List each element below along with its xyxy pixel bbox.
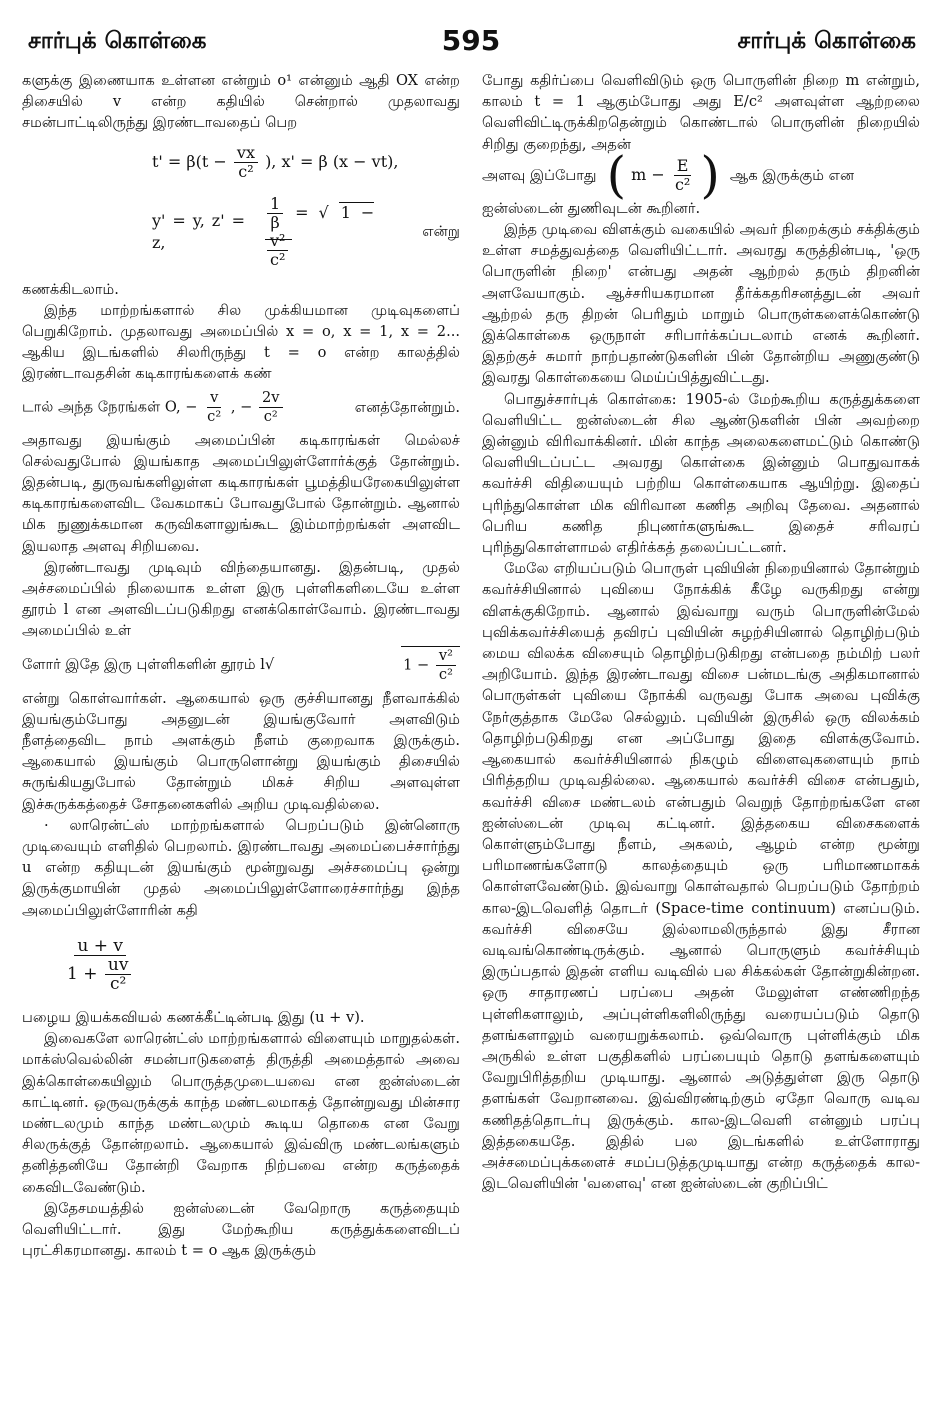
running-title-left: சார்புக் கொள்கை: [28, 28, 207, 54]
paragraph: என்று கொள்வார்கள். ஆகையால் ஒரு குச்சியானது நீளவாக்கில் இயங்கும்போது அதனுடன் இயங்குவோர் அளவிடும் நீளத்தைவிட நாம் அளக்கும் நீளம் குறைவாக இருக்கும். ஆகையால் இயங்கும் பொருளொன்று இயங்கும் திசையில் சுருங்கியதுபோல் தோன்றும் மிகச் சிறிய அளவுள்ள இச்சுருக்கத்தைச் சோதனைகளில் அறிய முடிவதில்லை.: [22, 689, 460, 813]
equation-lorentz-y-z-beta: y' = y, z' = z, $\frac{1}{\beta}$ = √ 1 − $\frac{\text{v²}}{\text{c²}}$ என்று: [152, 193, 460, 269]
fraction: $\frac{vx}{\text{c²}}$: [234, 144, 258, 181]
fraction: $\frac{E}{\text{c²}}$: [674, 155, 691, 194]
page-number: 595: [441, 24, 501, 57]
equation-lorentz-t-x: t' = β(t − $\frac{vx}{\text{c²}}$ ), x' = β (x − vt),: [152, 142, 399, 181]
left-column: [22, 70, 460, 1261]
fraction: $\frac{uv}{\text{c²}}$: [105, 956, 132, 993]
paragraph: இதேசமயத்தில் ஐன்ஸ்டைன் வேறொரு கருத்தையும் வெளியிட்டார். இது மேற்கூறிய கருத்துக்களைவிடப் புரட்சிகரமானது. காலம் t = o ஆக இருக்கும்: [22, 1199, 460, 1260]
paragraph: பழைய இயக்கவியல் கணக்கீட்டின்படி இது (u + v).: [22, 1008, 365, 1026]
paragraph: இரண்டாவது முடிவும் விந்தையானது. இதன்படி, முதல் அச்சமைப்பில் நிலையாக உள்ள இரு புள்ளிகளிடையே உள்ள தூரம் l என அளவிடப்படுகிறது எனக்கொள்வோம். இரண்டாவது அமைப்பில் உள்: [22, 558, 460, 640]
paragraph: · லாரென்ட்ஸ் மாற்றங்களால் பெறப்படும் இன்னொரு முடிவையும் எளிதில் பெறலாம். இரண்டாவது அமைப்பைச்சார்ந்து u என்ற கதியுடன் இயங்கும் மூன்றுவது அச்சமைப்பு ஒன்று இருக்குமாயின் முதல் அமைப்பிலுள்ளோரைச்சார்ந்து இந்த அமைப்பிலுள்ளோரின் கதி: [22, 816, 460, 919]
fraction: $\frac{2v}{\text{c²}}$: [259, 389, 283, 426]
paragraph: கணக்கிடலாம்.: [22, 280, 119, 298]
fraction: $\frac{v}{\text{c²}}$: [207, 388, 222, 425]
paragraph: இந்த மாற்றங்களால் சில முக்கியமான முடிவுகளைப் பெறுகிறோம். முதலாவது அமைப்பில் x = o, x = 1, x = 2... ஆகிய இடங்களில் சிலரிருந்து t = o என்ற காலத்தில் இரண்டாவதசின் கடிகாரங்களைக் கண்: [22, 301, 460, 383]
right-column: [482, 70, 920, 1261]
paragraph: களுக்கு இணையாக உள்ளன என்றும் o¹ என்னும் ஆதி OX என்ற திசையில் v என்ற கதியில் சென்றால் முதலாவது சமன்பாட்டிலிருந்து இரண்டாவதைப் பெற: [22, 72, 460, 132]
paragraph: பொதுச்சார்புக் கொள்கை: 1905-ல் மேற்கூறிய கருத்துக்களை வெளியிட்ட ஐன்ஸ்டைன் சில ஆண்டுகளின் பின் அவற்றை இன்னும் விரிவாக்கினர். மின் காந்த அலைகளைமட்டும் கொண்டு வெளியிடப்பட்ட அவரது கொள்கை இன்னும் பொதுவாகக் கவர்ச்சி விதியையும் பற்றிய கொள்கையாக ஆயிற்று. இதைப் புரிந்துகொள்ள மிக விரிவான கணித அறிவு தேவை. அதனால் பெரிய கணித நிபுணர்களுங்கூட இதைச் சரிவரப் புரிந்துகொள்ளாமல் எதிர்க்கத் தலைப்பட்டனர்.: [482, 390, 920, 557]
page-header: [22, 22, 920, 62]
fraction: $\frac{1}{\beta}$: [267, 195, 283, 232]
paragraph: இவைகளே லாரென்ட்ஸ் மாற்றங்களால் விளையும் மாறுதல்கள். மாக்ஸ்வெல்லின் சமன்பாடுகளைத் திருத்தி அமைத்தால் அவை இக்கொள்கையிலும் பொருத்தமுடையவை என ஐன்ஸ்டைன் காட்டினர். ஒருவருக்குக் காந்த மண்டலமாகத் தோன்றுவது மின்சார மண்டலமும் காந்த மண்டலமும் கூடிய தொகை என வேறு சிலருக்குத் தோன்றலாம். ஆகையால் இவ்விரு மண்டலங்களும் தனித்தனியே தோன்றி வேறாக நிற்பவை என்ற கருத்தைக் கைவிடவேண்டும்.: [22, 1030, 460, 1196]
running-title-right: சார்புக் கொள்கை: [737, 28, 916, 54]
fraction: $\frac{\text{v²}}{\text{c²}}$: [436, 647, 456, 684]
inline-equation-times: டால் அந்த நேரங்கள் O, − $\frac{v}{\text{c²}}$ , − $\frac{2v}{\text{c²}}$ எனத்தோன்றும்.: [22, 388, 460, 425]
fraction: u + v 1 + $\frac{uv}{\text{c²}}$: [64, 937, 136, 993]
paragraph: ஐன்ஸ்டைன் துணிவுடன் கூறினர்.: [482, 199, 701, 217]
inline-equation-length: ளோர் இதே இரு புள்ளிகளின் தூரம் l√ 1 − $\frac{\text{v²}}{\text{c²}}$: [22, 646, 460, 684]
inline-equation-mass: அளவு இப்போது ( m − $\frac{E}{\text{c²}}$ ) ஆக இருக்கும் என: [482, 145, 855, 204]
paragraph: அதாவது இயங்கும் அமைப்பின் கடிகாரங்கள் மெல்லச் செல்வதுபோல் இயங்காத அமைப்பிலுள்ளோர்க்குத் தோன்றும். இதன்படி, துருவங்களிலுள்ள கடிகாரங்கள் பூமத்தியரேகையிலுள்ள கடிகாரங்களைவிட வேகமாகப் போவதுபோல் தோன்றும். ஆனால் மிக நுணுக்கமான கருவிகளாலுங்கூட இம்மாற்றங்கள் அளவிட இயலாத அளவு சிறியவை.: [22, 431, 460, 555]
fraction: $\frac{\text{v²}}{\text{c²}}$: [267, 232, 288, 269]
equation-velocity-addition: [22, 921, 460, 1007]
paragraph: போது கதிர்ப்பை வெளிவிடும் ஒரு பொருளின் நிறை m என்றும், காலம் t = 1 ஆகும்போது அது E/c² அளவுள்ள ஆற்றலை வெளிவிட்டிருக்கிறதென்றும் கொண்டால் பொருளின் நிறையில் சிறிது குறைந்து, அதன்: [482, 72, 920, 153]
paragraph: மேலே எறியப்படும் பொருள் புவியின் நிறையினால் தோன்றும் கவர்ச்சியினால் புவியை நோக்கிக் கீழே வருகிறது என்று விளக்குகிறோம். ஆனால் இவ்வாறு வரும் பொருளின்மேல் புவிக்கவர்ச்சியைத் தவிரப் புவியின் சுழற்சியினால் தொழிற்படும் மைய விலக்க விசையும் தொழிற்படுகிறது என்பதை நம்மிற் பலர் அறியோம். இந்த இரண்டாவது விசை பன்மடங்கு அதிகமானால் பொருள்கள் புவியை நோக்கி வருவது போக அவை புவிக்கு நேர்குத்தாக மேலே செல்லும். புவியின் இருசில் ஒரு விலக்கம் தொழிற்படுகிறது என அப்போது இதை விளக்குவோம். ஆகையால் கவர்ச்சியினால் நிகழும் விளைவுகளையும் நாம் பிரித்தறிய முடிவதில்லை. ஆகையால் கவர்ச்சி விசை என்பதும், கவர்ச்சி விசை மண்டலம் என்பதும் வெறுந் தோற்றங்களே என ஐன்ஸ்டைன் முடிவு கட்டினர். இத்தகைய விசைகளைக் கொள்ளும்போது நீளம், அகலம், ஆழம் என்ற மூன்று பரிமாணங்களோடு காலத்தையும் ஒரு பரிமாணமாகக் கொள்ளவேண்டும். இவ்வாறு கொள்வதால் பெறப்படும் தோற்றம் கால-இடவெளித் தொடர் (Space-time continuum) எனப்படும். கவர்ச்சி விசையே இல்லாமலிருந்தால் இது சீரான வடிவங்கொண்டிருக்கும். ஆனால் பொருளும் கவர்ச்சியும் இருப்பதால் இதன் எளிய வடிவில் பல சிக்கல்கள் தோன்றுகின்றன. ஒரு சாதாரணப் பரப்பை அதன் மேலுள்ள எண்ணிறந்த புள்ளிகளாலும், அப்புள்ளிகளிலிருந்து வரையப்படும் தொடு தளங்களாலும் வரையறுக்கலாம். ஒவ்வொரு புள்ளிக்கும் மிக அருகில் உள்ள பகுதிகளில் பரப்பையும் தொடு தளங்களையும் வேறுபிரித்தறிய முடியாது. ஆனால் அடுத்துள்ள இரு தொடு தளங்கள் வேறானவை. இவ்விரண்டிற்கும் ஏதோ வொரு வடிவ கணிதத்தொடர்பு இருக்கும். கால-இடவெளி என்னும் பரப்பு இத்தகையதே. இதில் பல இடங்களில் உள்ளோராது அச்சமைப்புக்களைச் சமப்படுத்தமுடியாது என்ற கருத்தைக் கால-இடவெளியின் 'வளைவு' என ஐன்ஸ்டைன் குறிப்பிட்: [482, 560, 920, 1193]
paragraph: இந்த முடிவை விளக்கும் வகையில் அவர் நிறைக்கும் சக்திக்கும் உள்ள சமத்துவத்தை வெளியிட்டார். அவரது கருத்தின்படி, 'ஒரு பொருளின் நிறை' என்பது அதன் ஆற்றல் தரும் திறனின் அளவேயாகும். ஆச்சரியகரமான தீர்க்கதரிசனத்துடன் அவர் ஆற்றல் தரு திறன் பெரிதும் மாறும் பொருள்களைக்கொண்டு இக்கொள்கை ஒருநாள் சரிபார்க்கப்படலாம் எனக் கூறினர். இதற்குச் சுமார் நாற்பதாண்டுகளின் பின் தோன்றிய அணுகுண்டு இவரது கொள்கையை மெய்ப்பித்துவிட்டது.: [482, 221, 920, 387]
